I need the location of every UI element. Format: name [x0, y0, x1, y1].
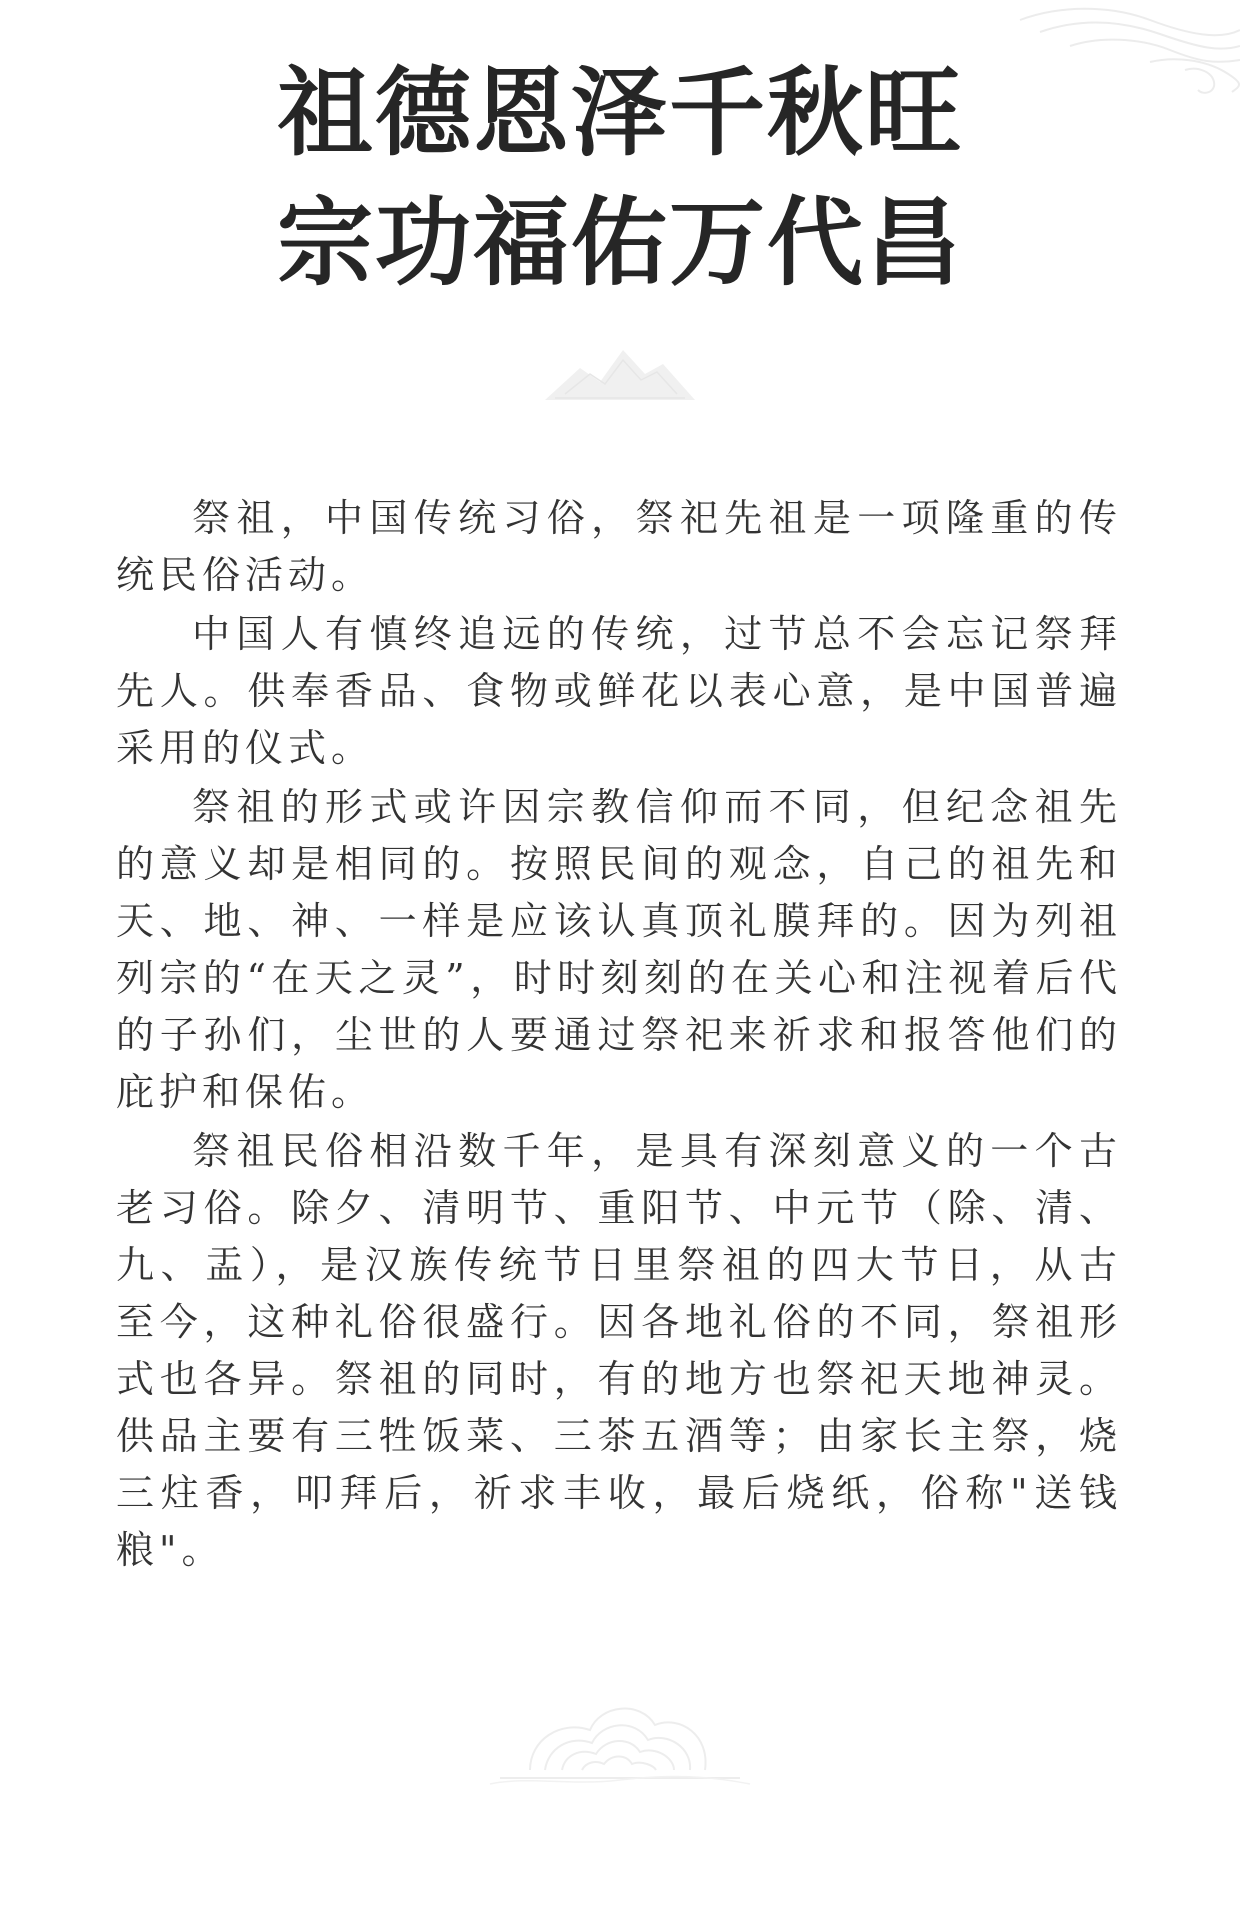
paragraph: 祭祖民俗相沿数千年，是具有深刻意义的一个古老习俗。除夕、清明节、重阳节、中元节（除、清、九、盂），是汉族传统节日里祭祖的四大节日，从古至今，这种礼俗很盛行。因各地礼俗的不同，祭祖形式也各异。祭祖的同时，有的地方也祭祀天地神灵。供品主要有三牲饭菜、三茶五酒等；由家长主祭，烧三炷香，叩拜后，祈求丰收，最后烧纸，俗称"送钱粮"。 [116, 1129, 1122, 1572]
paragraph: 祭祖的形式或许因宗教信仰而不同，但纪念祖先的意义却是相同的。按照民间的观念，自己的祖先和天、地、神、一样是应该认真顶礼膜拜的。因为列祖列宗的“在天之灵”，时时刻刻的在关心和注视着后代的子孙们，尘世的人要通过祭祀来祈求和报答他们的庇护和保佑。 [116, 785, 1122, 1114]
title-block [0, 48, 1240, 308]
article-body [116, 490, 1122, 1581]
auspicious-cloud-icon [470, 1680, 770, 1790]
paragraph: 中国人有慎终追远的传统，过节总不会忘记祭拜先人。供奉香品、食物或鲜花以表心意，是中国普遍采用的仪式。 [116, 612, 1122, 770]
title-line-2: 宗功福佑万代昌 [277, 187, 963, 299]
title-line-1: 祖德恩泽千秋旺 [277, 57, 963, 169]
paragraph: 祭祖，中国传统习俗，祭祀先祖是一项隆重的传统民俗活动。 [116, 496, 1122, 597]
mountain-ornament-icon [545, 338, 695, 400]
